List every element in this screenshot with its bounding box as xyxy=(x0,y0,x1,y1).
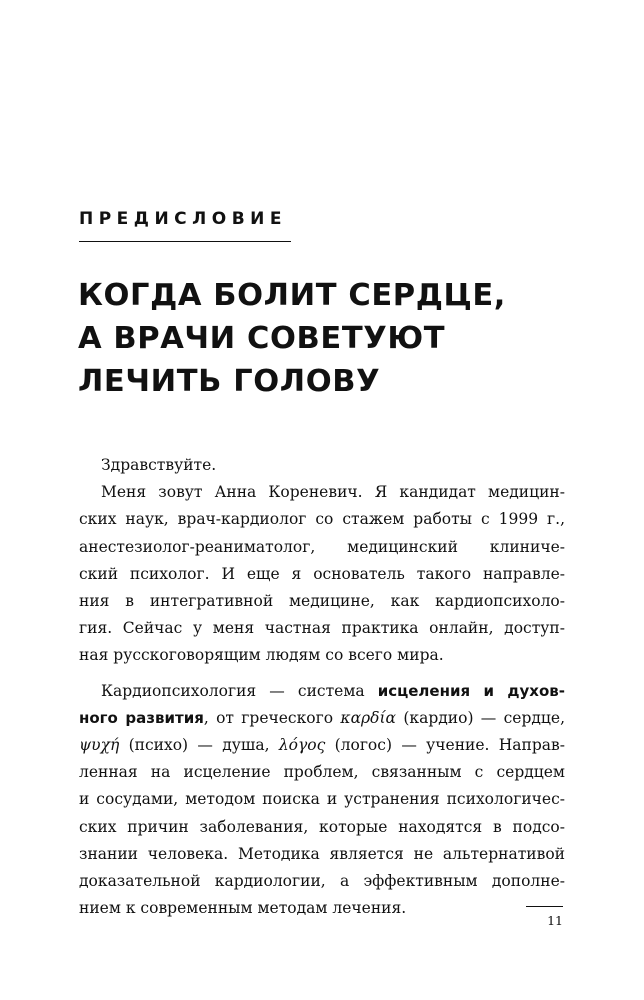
greek-term: ψυχή xyxy=(79,736,120,755)
cardiopsychology-paragraph xyxy=(79,678,565,923)
text-line: ский психолог. И еще я основатель такого направле- xyxy=(79,564,565,583)
intro-paragraph xyxy=(79,479,565,669)
text-line xyxy=(79,732,565,759)
text-line: ния в интегративной медицине, как кардиопсихоло- xyxy=(79,592,565,611)
text-line: нием к современным методам лечения. xyxy=(79,899,407,918)
greek-term: καρδία xyxy=(340,708,397,727)
text-run: Кардиопсихология — система xyxy=(101,681,378,700)
text-line: Меня зовут Анна Кореневич. Я кандидат медицин- xyxy=(101,483,565,502)
chapter-title-line: КОГДА БОЛИТ СЕРДЦЕ, xyxy=(78,278,506,313)
body-text xyxy=(79,452,565,922)
greeting-paragraph xyxy=(79,452,565,479)
text-line: гия. Сейчас у меня частная практика онлайн, доступ- xyxy=(79,619,565,638)
text-line: доказательной кардиологии, а эффективным дополне- xyxy=(79,872,565,891)
text-line xyxy=(79,678,565,705)
text-line: ских наук, врач-кардиолог со стажем работы с 1999 г., xyxy=(79,510,565,529)
chapter-title-line: А ВРАЧИ СОВЕТУЮТ xyxy=(78,321,446,356)
text-run: (логос) — учение. Направ- xyxy=(325,736,565,755)
chapter-title-line: ЛЕЧИТЬ ГОЛОВУ xyxy=(78,364,381,399)
page-number: 11 xyxy=(547,913,563,928)
greek-term: λόγος xyxy=(278,736,326,755)
text-line: и сосудами, методом поиска и устранения психологичес- xyxy=(79,790,565,809)
bold-term: ного развития xyxy=(79,708,204,727)
text-line: анестезиолог-реаниматолог, медицинский клиниче- xyxy=(79,537,565,556)
section-label: ПРЕДИСЛОВИЕ xyxy=(79,209,288,229)
text-run: (кардио) — сердце, xyxy=(396,708,566,727)
bold-term: исцеления и духов- xyxy=(377,681,565,700)
text-run: (психо) — душа, xyxy=(119,736,279,755)
text-run: , от греческого xyxy=(203,708,341,727)
folio-rule xyxy=(526,906,563,907)
text-line: ленная на исцеление проблем, связанным с сердцем xyxy=(79,763,565,782)
text-line: ских причин заболевания, которые находятся в подсо- xyxy=(79,817,565,836)
text-line xyxy=(79,705,565,732)
text-line: знании человека. Методика является не альтернативой xyxy=(79,844,565,863)
chapter-title xyxy=(78,274,506,403)
text-line: Здравствуйте. xyxy=(101,456,217,474)
section-underline xyxy=(79,241,291,242)
text-line: ная русскоговорящим людям со всего мира. xyxy=(79,646,444,665)
